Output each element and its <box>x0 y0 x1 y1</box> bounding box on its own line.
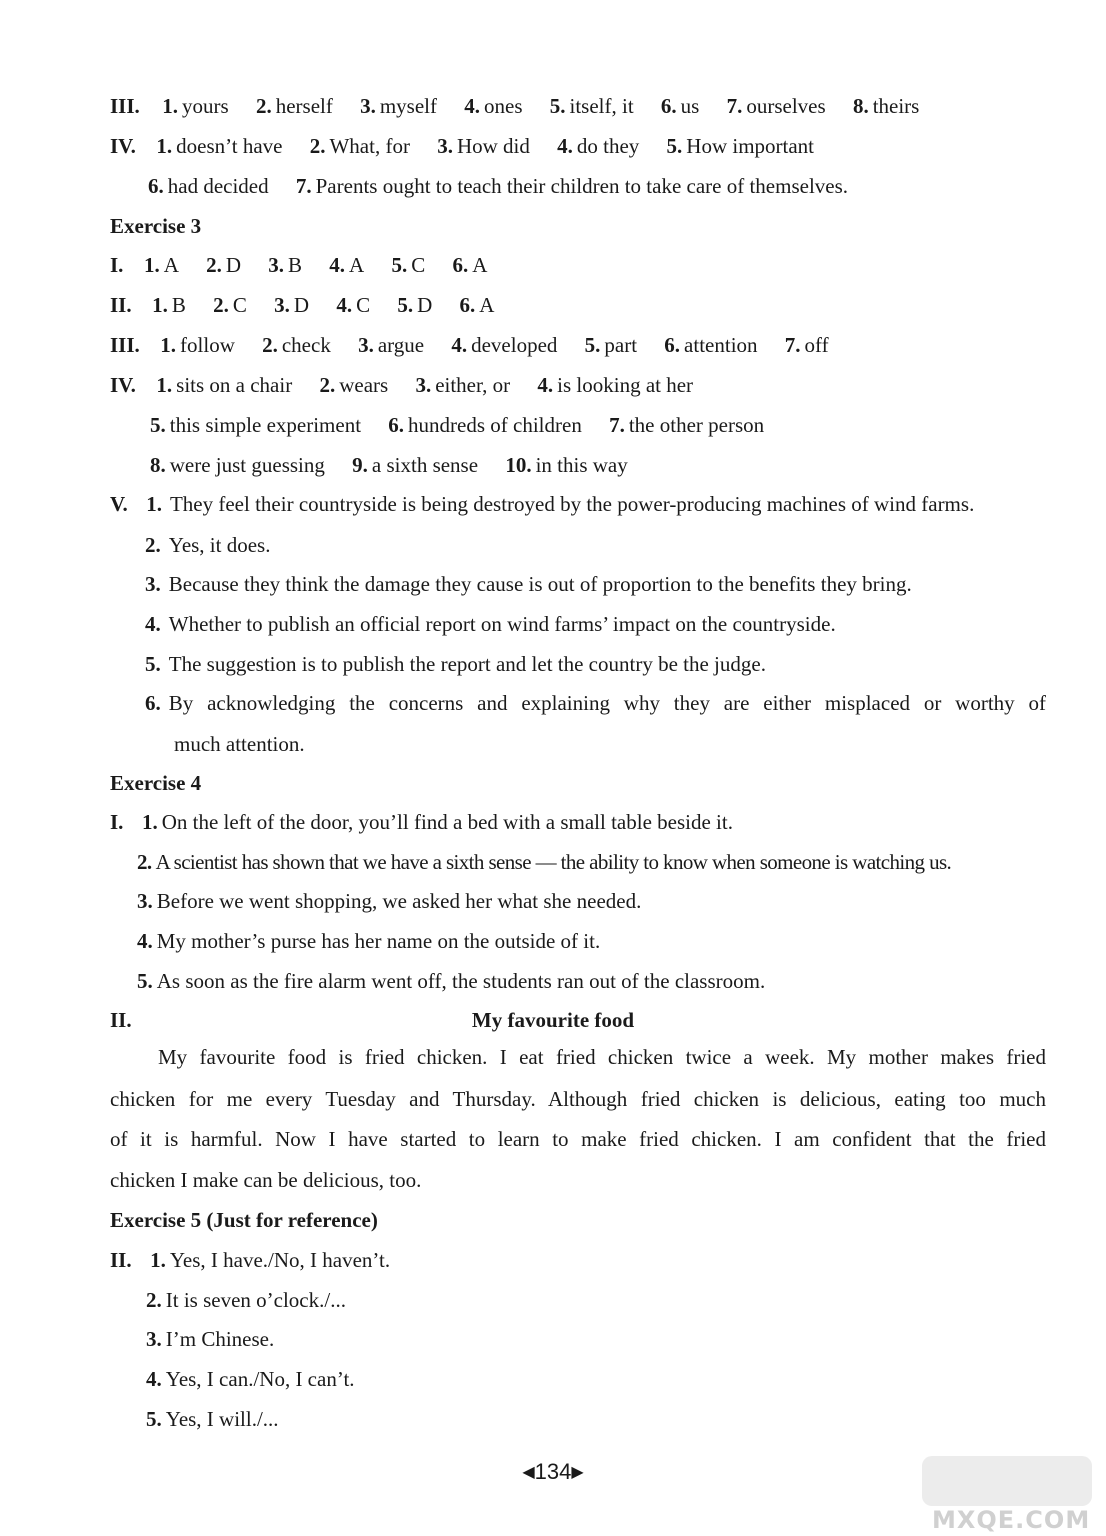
answer-item: 6. us <box>660 94 700 118</box>
watermark-seal-icon <box>922 1456 1092 1506</box>
answer-item: 3. either, or <box>415 373 511 397</box>
essay-line: My favourite food is fried chicken. I eat fried chicken twice a week. My mother makes fried <box>158 1045 1046 1069</box>
answer-item: 4. ones <box>464 94 523 118</box>
ex3-iv-line-1 <box>110 372 1046 398</box>
answer-item: 9. a sixth sense <box>352 453 479 477</box>
page-number: ◀134▶ <box>522 1459 584 1484</box>
answer-item: 4. C <box>336 293 371 317</box>
answer-item: 5. this simple experiment <box>150 413 362 437</box>
answer-sentence: By acknowledging the concerns and explaining why they are either misplaced or worthy of <box>168 691 1046 715</box>
answer-item: 5. D <box>397 293 433 317</box>
essay-line: chicken for me every Tuesday and Thursday. Although fried chicken is delicious, eating too much <box>110 1087 1046 1111</box>
roman-numeral: I. <box>110 810 124 834</box>
roman-numeral: II. <box>110 293 132 317</box>
ex2-iii-line <box>110 93 1046 119</box>
answer-item: 5. part <box>584 333 638 357</box>
answer-sentence: Yes, I can./No, I can’t. <box>165 1367 355 1391</box>
ex2-iv-line-2 <box>148 173 1046 199</box>
ex4-i-line-4: 4. My mother’s purse has her name on the outside of it. <box>137 929 601 953</box>
ex3-iv-line-3 <box>150 452 1046 478</box>
answer-item: 5. C <box>391 253 426 277</box>
answer-item: 4. do they <box>557 134 640 158</box>
answer-item: 2. herself <box>255 94 333 118</box>
essay-line: of it is harmful. Now I have started to learn to make fried chicken. I am confident that the fried <box>110 1127 1046 1151</box>
ex4-i-line-2: 2. A scientist has shown that we have a sixth sense — the ability to know when someone is watching us. <box>137 850 952 874</box>
roman-numeral: II. <box>110 1008 132 1032</box>
answer-item: 1. doesn’t have <box>156 134 283 158</box>
answer-sentence: Yes, it does. <box>168 533 271 557</box>
answer-item: 2. check <box>262 333 331 357</box>
answer-sentence: On the left of the door, you’ll find a bed with a small table beside it. <box>161 810 733 834</box>
ex3-v-line-6-cont <box>174 731 1046 757</box>
answer-item: 2. What, for <box>309 134 410 158</box>
ex5-ii-line-5: 5. Yes, I will./... <box>146 1407 279 1431</box>
answer-item: 7. Parents ought to teach their children to take care of themselves. <box>295 174 849 198</box>
answer-item: 6. attention <box>664 333 758 357</box>
answer-sentence: Because they think the damage they cause is out of proportion to the benefits they bring. <box>168 572 912 596</box>
answer-sentence: My mother’s purse has her name on the outside of it. <box>156 929 601 953</box>
answer-item: 1. B <box>152 293 186 317</box>
ex5-ii-line-3: 3. I’m Chinese. <box>146 1327 275 1351</box>
answer-sentence: As soon as the fire alarm went off, the students ran out of the classroom. <box>156 969 766 993</box>
answer-sentence: The suggestion is to publish the report and let the country be the judge. <box>168 652 766 676</box>
answer-item: 4. A <box>329 253 365 277</box>
roman-numeral: III. <box>110 333 140 357</box>
answer-item: 2. D <box>206 253 242 277</box>
exercise-heading: Exercise 4 <box>110 771 202 795</box>
ex2-iv-line-1 <box>110 133 1046 159</box>
answer-sentence: It is seven o’clock./... <box>165 1288 346 1312</box>
roman-numeral: I. <box>110 253 124 277</box>
answer-sentence: Before we went shopping, we asked her what she needed. <box>156 889 642 913</box>
roman-numeral: IV. <box>110 373 136 397</box>
answer-item: 4. is looking at her <box>537 373 694 397</box>
answer-sentence: Whether to publish an official report on wind farms’ impact on the countryside. <box>168 612 836 636</box>
ex3-v-line-6: 6. By acknowledging the concerns and explaining why they are either misplaced or worthy of <box>145 691 1046 715</box>
answer-item: 7. ourselves <box>726 94 826 118</box>
exercise-heading: Exercise 3 <box>110 214 202 238</box>
ex5-ii-line-4: 4. Yes, I can./No, I can’t. <box>146 1367 355 1391</box>
answer-item: 3. How did <box>437 134 530 158</box>
ex3-v-line-5: 5. The suggestion is to publish the report and let the country be the judge. <box>145 652 766 676</box>
essay-title: My favourite food <box>471 1008 635 1032</box>
answer-item: 3. D <box>274 293 310 317</box>
roman-numeral: III. <box>110 94 140 118</box>
answer-item: 7. off <box>784 333 829 357</box>
ex5-ii-line-1: II. 1. Yes, I have./No, I haven’t. <box>110 1248 391 1272</box>
ex3-v-line-1: V. 1. They feel their countryside is being destroyed by the power-producing machines of wind farms. <box>110 492 975 516</box>
answer-item: 3. argue <box>358 333 425 357</box>
answer-sentence: Yes, I will./... <box>165 1407 279 1431</box>
ex5-ii-line-2: 2. It is seven o’clock./... <box>146 1288 346 1312</box>
ex3-ii-line <box>110 292 1046 318</box>
answer-item: 5. How important <box>666 134 815 158</box>
answer-sentence: I’m Chinese. <box>165 1327 275 1351</box>
answer-item: 6. A <box>459 293 495 317</box>
roman-numeral: IV. <box>110 134 136 158</box>
watermark-logo <box>922 1456 1092 1536</box>
answer-item: 6. had decided <box>148 174 269 198</box>
answer-sentence: Yes, I have./No, I haven’t. <box>169 1248 391 1272</box>
roman-numeral: II. <box>110 1248 132 1272</box>
answer-item: 2. C <box>213 293 247 317</box>
ex3-iii-line <box>110 332 1046 358</box>
answer-item: 3. myself <box>360 94 437 118</box>
answer-item: 1. yours <box>162 94 229 118</box>
ex3-v-line-3: 3. Because they think the damage they cause is out of proportion to the benefits they bring. <box>145 572 912 596</box>
answer-sentence: A scientist has shown that we have a sixth sense — the ability to know when someone is watching us. <box>155 850 952 874</box>
ex3-v-line-4: 4. Whether to publish an official report on wind farms’ impact on the countryside. <box>145 612 836 636</box>
answer-item: 5. itself, it <box>549 94 634 118</box>
ex4-i-line-3: 3. Before we went shopping, we asked her what she needed. <box>137 889 642 913</box>
ex3-iv-line-2 <box>150 412 1046 438</box>
watermark-text: MXQE.COM <box>932 1506 1091 1534</box>
triangle-right-icon: ▶ <box>571 1464 584 1481</box>
answer-item: 7. the other person <box>609 413 765 437</box>
answer-item: 1. follow <box>160 333 235 357</box>
triangle-left-icon: ◀ <box>522 1464 535 1481</box>
answer-item: 3. B <box>268 253 303 277</box>
answer-item: 4. developed <box>451 333 558 357</box>
ex4-i-line-1: I. 1. On the left of the door, you’ll find a bed with a small table beside it. <box>110 810 733 834</box>
answer-item: 10. in this way <box>505 453 628 477</box>
essay-line: chicken I make can be delicious, too. <box>110 1168 422 1192</box>
answer-sentence: They feel their countryside is being destroyed by the power-producing machines of wind farms. <box>169 492 975 516</box>
exercise-heading: Exercise 5 (Just for reference) <box>110 1208 378 1232</box>
answer-sentence-continued: much attention. <box>174 732 305 756</box>
answer-item: 1. sits on a chair <box>156 373 293 397</box>
answer-item: 8. were just guessing <box>150 453 325 477</box>
answer-item: 2. wears <box>319 373 389 397</box>
answer-item: 8. theirs <box>852 94 920 118</box>
ex3-i-line <box>110 252 1046 278</box>
answer-item: 6. hundreds of children <box>388 413 582 437</box>
roman-numeral: V. <box>110 492 128 516</box>
ex4-i-line-5: 5. As soon as the fire alarm went off, the students ran out of the classroom. <box>137 969 766 993</box>
answer-item: 6. A <box>452 253 488 277</box>
answer-item: 1. A <box>143 253 179 277</box>
ex3-v-line-2: 2. Yes, it does. <box>145 533 271 557</box>
